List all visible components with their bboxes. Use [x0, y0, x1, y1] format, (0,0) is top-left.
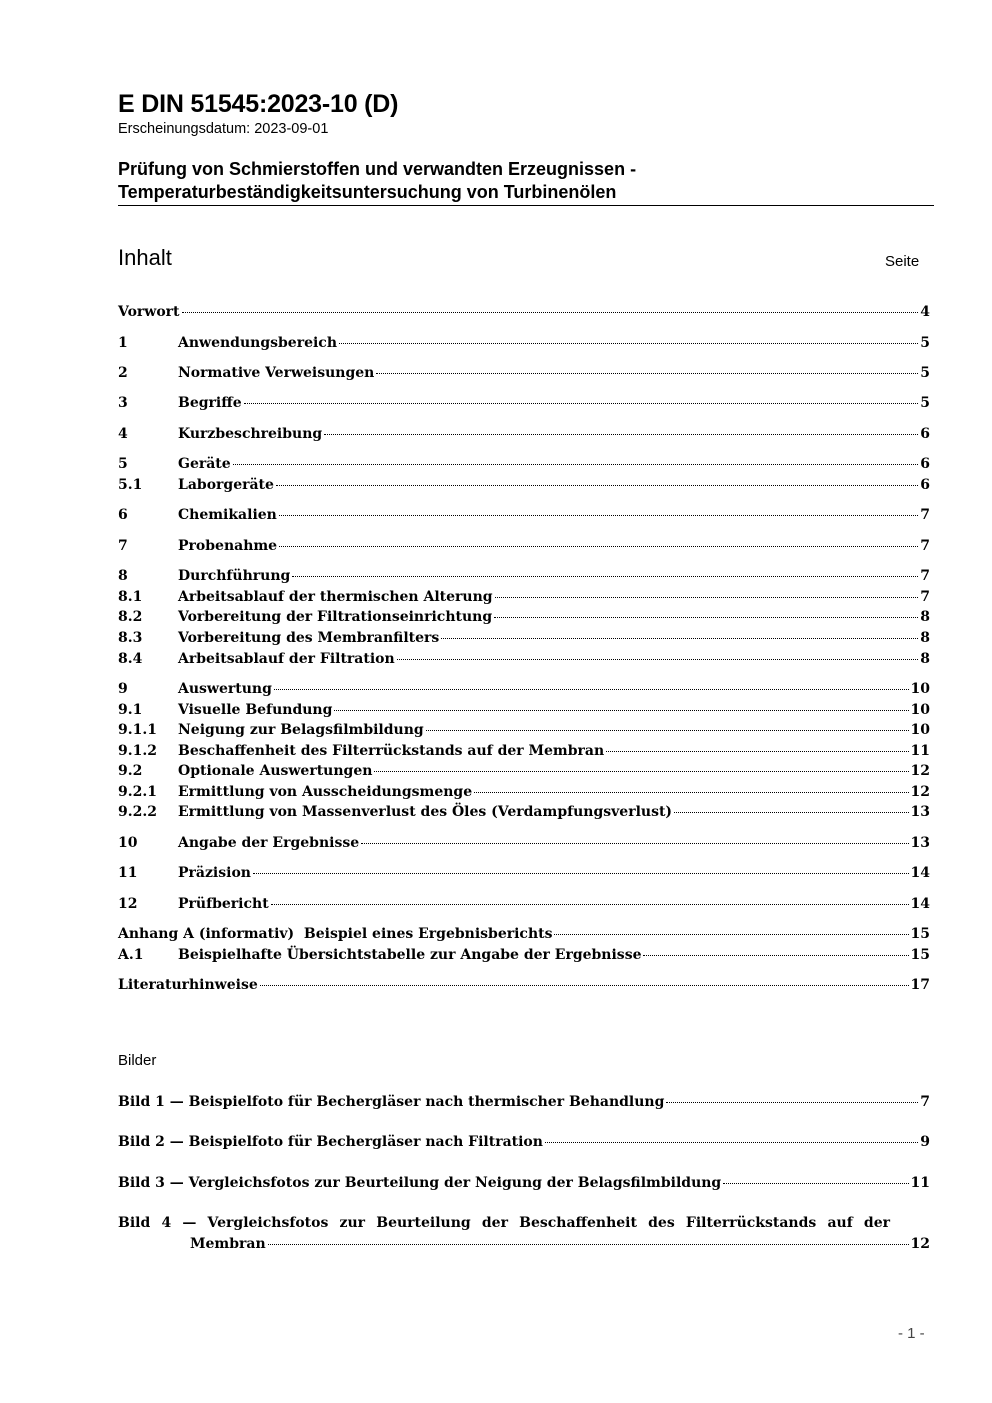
figure-entry-title: Bild 1 — Beispielfoto für Bechergläser nach thermischer Behandlung [118, 1094, 665, 1110]
toc-entry-title: Auswertung [178, 681, 272, 697]
toc-entry-number: 6 [118, 507, 128, 523]
toc-entry[interactable] [118, 649, 930, 669]
leader-dots [723, 1183, 908, 1184]
toc-entry-number: 9.1.1 [118, 722, 157, 738]
toc-entry-number: 9.1 [118, 702, 143, 718]
leader-dots [545, 1142, 918, 1143]
toc-entry-number: 4 [118, 426, 128, 442]
toc-entry-title: Laborgeräte [178, 477, 274, 493]
toc-entry-page: 5 [920, 365, 930, 381]
figure-entry-page: 12 [910, 1236, 930, 1252]
leader-dots [495, 597, 919, 598]
leader-dots [274, 689, 909, 690]
toc-entry-number: 9.2.2 [118, 804, 157, 820]
toc-entry-page: 7 [920, 507, 930, 523]
leader-dots [441, 638, 918, 639]
toc-entry-number: 9.1.2 [118, 743, 157, 759]
toc-entry-title: Probenahme [178, 538, 278, 554]
leader-dots [260, 985, 909, 986]
toc-entry-title: Normative Verweisungen [178, 365, 375, 381]
toc-page-column-heading: Seite [885, 253, 920, 270]
toc-entry-number: 8.1 [118, 589, 143, 605]
toc-entry-title: Vorwort [118, 304, 180, 320]
leader-dots [376, 373, 918, 374]
toc-entry-number: 8.3 [118, 630, 143, 646]
title-divider [118, 205, 934, 206]
toc-entry-title: Optionale Auswertungen [178, 763, 373, 779]
leader-dots [182, 312, 919, 313]
toc-entry-page: 6 [920, 456, 930, 472]
toc-entry-title: Prüfbericht [178, 896, 269, 912]
toc-entry[interactable] [118, 454, 930, 474]
leader-dots [334, 710, 908, 711]
leader-dots [292, 576, 918, 577]
toc-entry-number: 11 [118, 865, 138, 881]
publication-date: Erscheinungsdatum: 2023-09-01 [118, 121, 329, 137]
toc-entry-number: 10 [118, 835, 138, 851]
leader-dots [666, 1102, 918, 1103]
toc-entry[interactable] [118, 720, 930, 740]
leader-dots [374, 771, 908, 772]
toc-entry-page: 12 [910, 784, 930, 800]
leader-dots [397, 659, 919, 660]
leader-dots [244, 403, 919, 404]
toc-entry-page: 10 [910, 722, 930, 738]
toc-entry-title: Durchführung [178, 568, 291, 584]
toc-entry-page: 15 [910, 926, 930, 942]
toc-entry[interactable] [118, 363, 930, 383]
toc-entry-number: 3 [118, 395, 128, 411]
toc-entry-page: 10 [910, 681, 930, 697]
toc-entry[interactable] [118, 587, 930, 607]
toc-entry-number: 8.4 [118, 651, 143, 667]
toc-entry-title: Ermittlung von Massenverlust des Öles (Verdampfungsverlust) [178, 804, 673, 820]
toc-entry-title: Vorbereitung des Membranfilters [178, 630, 440, 646]
toc-entry-title: Vorbereitung der Filtrationseinrichtung [178, 609, 493, 625]
toc-entry-page: 8 [920, 651, 930, 667]
leader-dots [253, 873, 909, 874]
toc-entry[interactable] [118, 424, 930, 444]
toc-entry-page: 12 [910, 763, 930, 779]
toc-entry-title: Neigung zur Belagsfilmbildung [178, 722, 424, 738]
leader-dots [279, 515, 918, 516]
leader-dots [233, 464, 919, 465]
figure-entry-page: 7 [920, 1094, 930, 1110]
toc-entry-title: Chemikalien [178, 507, 277, 523]
figure-entry-title: Bild 2 — Beispielfoto für Bechergläser nach Filtration [118, 1134, 543, 1150]
toc-entry-number: 7 [118, 538, 128, 554]
toc-entry[interactable] [118, 761, 930, 781]
toc-entry-page: 15 [910, 947, 930, 963]
document-title: E DIN 51545:2023-10 (D) [118, 90, 399, 118]
toc-entry-page: 10 [910, 702, 930, 718]
toc-entry-title: Kurzbeschreibung [178, 426, 323, 442]
toc-entry[interactable] [118, 975, 930, 995]
leader-dots [426, 730, 909, 731]
toc-entry-number: 5 [118, 456, 128, 472]
subject-line-2: Temperaturbeständigkeitsuntersuchung von Turbinenölen [118, 182, 617, 202]
toc-entry-page: 11 [910, 743, 930, 759]
toc-entry[interactable] [118, 741, 930, 761]
toc-entry-title: Anhang A (informativ) Beispiel eines Ergebnisberichts [118, 926, 553, 942]
toc-entry-title: Literaturhinweise [118, 977, 258, 993]
toc-entry[interactable] [118, 628, 930, 648]
toc-entry-page: 5 [920, 335, 930, 351]
leader-dots [674, 812, 908, 813]
toc-entry-number: 12 [118, 896, 138, 912]
toc-entry[interactable] [118, 679, 930, 699]
figure-entry-3[interactable] [118, 1173, 930, 1194]
toc-entry-title: Ermittlung von Ausscheidungsmenge [178, 784, 473, 800]
toc-entry-page: 13 [910, 804, 930, 820]
toc-entry[interactable] [118, 333, 930, 353]
toc-entry-number: 1 [118, 335, 128, 351]
toc-entry-page: 8 [920, 609, 930, 625]
leader-dots [643, 955, 908, 956]
toc-entry-title: Arbeitsablauf der Filtration [178, 651, 395, 667]
subject-line-1: Prüfung von Schmierstoffen und verwandten Erzeugnissen - [118, 159, 637, 179]
toc-entry-title: Präzision [178, 865, 251, 881]
leader-dots [276, 485, 918, 486]
toc-entry-page: 13 [910, 835, 930, 851]
toc-entry[interactable] [118, 700, 930, 720]
leader-dots [494, 617, 918, 618]
figures-heading: Bilder [118, 1052, 157, 1069]
leader-dots [361, 843, 908, 844]
figure-entry-page: 9 [920, 1134, 930, 1150]
toc-entry-number: 9 [118, 681, 128, 697]
toc-entry-number: 5.1 [118, 477, 143, 493]
page-number: - 1 - [898, 1325, 925, 1342]
toc-entry-number: 2 [118, 365, 128, 381]
toc-entry-title: Beispielhafte Übersichtstabelle zur Angabe der Ergebnisse [178, 947, 642, 963]
toc-entry[interactable] [118, 945, 930, 965]
figure-entry-page: 11 [910, 1175, 930, 1191]
toc-entry-number: 8.2 [118, 609, 143, 625]
toc-entry-page: 7 [920, 589, 930, 605]
toc-entry-title: Geräte [178, 456, 231, 472]
toc-entry-page: 5 [920, 395, 930, 411]
toc-entry-page: 7 [920, 538, 930, 554]
toc-entry-page: 6 [920, 426, 930, 442]
leader-dots [324, 434, 918, 435]
toc-entry-number: 9.2.1 [118, 784, 157, 800]
toc-entry-page: 7 [920, 568, 930, 584]
figure-entry-4[interactable] [118, 1213, 930, 1255]
leader-dots [339, 343, 918, 344]
toc-entry-page: 8 [920, 630, 930, 646]
toc-entry[interactable] [118, 607, 930, 627]
leader-dots [606, 751, 908, 752]
toc-entry-title: Arbeitsablauf der thermischen Alterung [178, 589, 493, 605]
figure-entry-title: Bild 3 — Vergleichsfotos zur Beurteilung der Neigung der Belagsfilmbildung [118, 1175, 722, 1191]
toc-entry-page: 6 [920, 477, 930, 493]
toc-entry-page: 14 [910, 865, 930, 881]
leader-dots [268, 1244, 909, 1245]
leader-dots [271, 904, 909, 905]
toc-entry-number: 9.2 [118, 763, 143, 779]
toc-entry[interactable] [118, 302, 930, 322]
toc-entry[interactable] [118, 894, 930, 914]
toc-entry-title: Angabe der Ergebnisse [178, 835, 360, 851]
toc-entry[interactable] [118, 863, 930, 883]
toc-heading: Inhalt [118, 245, 172, 270]
toc-entry-title: Visuelle Befundung [178, 702, 333, 718]
toc-entry-page: 17 [910, 977, 930, 993]
toc-entry[interactable] [118, 505, 930, 525]
leader-dots [554, 934, 908, 935]
toc-entry[interactable] [118, 802, 930, 822]
toc-entry[interactable] [118, 833, 930, 853]
figure-entry-1[interactable] [118, 1092, 930, 1113]
toc-entry[interactable] [118, 393, 930, 413]
toc-entry-number: 8 [118, 568, 128, 584]
toc-entry-title: Beschaffenheit des Filterrückstands auf der Membran [178, 743, 605, 759]
toc-entry-title: Anwendungsbereich [178, 335, 337, 351]
toc-entry[interactable] [118, 536, 930, 556]
leader-dots [474, 792, 908, 793]
toc-entry-number: A.1 [118, 947, 144, 963]
figure-entry-title-line-2: Membran [190, 1236, 266, 1252]
toc-entry[interactable] [118, 924, 930, 944]
toc-entry-page: 14 [910, 896, 930, 912]
toc-entry[interactable] [118, 475, 930, 495]
figure-entry-2[interactable] [118, 1132, 930, 1153]
document-subject [118, 158, 636, 204]
figure-entry-title-line-1: Bild 4 — Vergleichsfotos zur Beurteilung der Beschaffenheit des Filterrückstands auf der [118, 1215, 890, 1231]
leader-dots [279, 546, 918, 547]
toc-entry[interactable] [118, 782, 930, 802]
toc-entry-title: Begriffe [178, 395, 242, 411]
toc-entry[interactable] [118, 566, 930, 586]
toc-entry-page: 4 [920, 304, 930, 320]
